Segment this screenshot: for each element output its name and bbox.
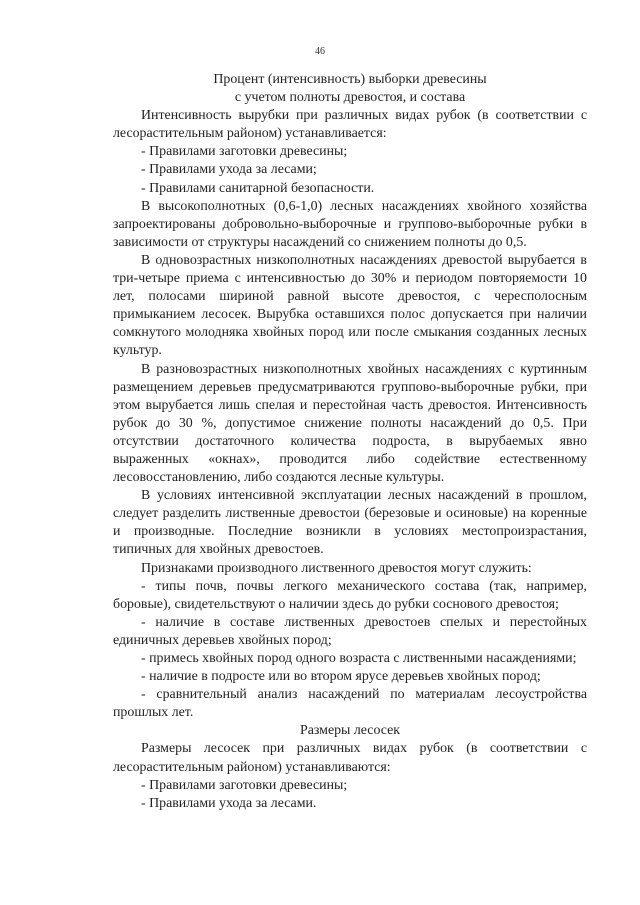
paragraph-intensive-exploitation: В условиях интенсивной эксплуатации лесных насаждений в прошлом, следует разделить лиственные древостои (березовые и осиновые) на коренные и производные. Последние возникли в условиях местопроизрастания, типичных для хвойных древостоев. [113,488,587,558]
paragraph-high-density: В высокополнотных (0,6-1,0) лесных насаждениях хвойного хозяйства запроектированы добровольно-выборочные и группово-выборочные рубки в зависимости от структуры насаждений со снижением полноты до 0,5. [113,198,587,250]
paragraph-even-aged: В одновозрастных низкополнотных насаждениях древостой вырубается в три-четыре приема с интенсивностью до 30% и периодом повторяемости 10 лет, полосами шириной равной высоте древостоя, с чересполосным примыканием лесосек. Вырубка оставшихся полос допускается при наличии сомкнутого молодняка хвойных пород или после смыкания созданных лесных культур. [113,252,587,359]
page-number: 46 [315,46,325,57]
list-item-harvest-rules: - Правилами заготовки древесины; [141,144,348,160]
list-item-harvest-rules-2: - Правилами заготовки древесины; [141,777,348,793]
list-item-undergrowth: - наличие в подросте или во втором ярусе деревьев хвойных пород; [141,669,541,685]
list-item-sanitary-rules: - Правилами санитарной безопасности. [141,180,375,196]
list-item-care-rules-2: - Правилами ухода за лесами. [141,795,317,811]
list-item-soil-types: - типы почв, почвы легкого механического состава (так, например, боровые), свидетельствуют о наличии здесь до рубки соснового древостоя; [113,578,587,612]
subheading-cutting-area-sizes: Размеры лесосек [299,723,401,739]
list-item-conifer-presence: - наличие в составе лиственных древостоев спелых и перестойных единичных деревьев хвойных пород; [113,614,587,648]
list-item-comparative-analysis: - сравнительный анализ насаждений по материалам лесоустройства прошлых лет. [113,687,587,721]
paragraph-uneven-aged: В разновозрастных низкополнотных хвойных насаждениях с куртинным размещением деревьев предусматриваются группово-выборочные рубки, при этом вырубается лишь спелая и перестойная часть древостоя. Интенсивность рубок до 30 %, допустимое снижение полноты насаждений до 0,5. При отсутствии достаточного количества подроста, в вырубаемых явно выраженных «окнах», проводится либо содействие естественному лесовосстановлению, либо создаются лесные культуры. [113,361,587,486]
list-item-conifer-admixture: - примесь хвойных пород одного возраста с лиственными насаждениями; [141,651,577,666]
section-heading-line-2: с учетом полноты древостоя, и состава [234,90,466,106]
list-item-care-rules: - Правилами ухода за лесами; [141,162,317,178]
paragraph-intensity-intro: Интенсивность вырубки при различных видах рубок (в соответствии с лесорастительным районом) устанавливается: [113,108,587,142]
section-heading-line-1: Процент (интенсивность) выборки древесины [213,72,487,87]
paragraph-sizes-intro: Размеры лесосек при различных видах рубок (в соответствии с лесорастительным районом) устанавливаются: [113,741,587,775]
paragraph-derivative-signs: Признаками производного лиственного древостоя могут служить: [141,560,532,576]
document-body [113,71,587,813]
